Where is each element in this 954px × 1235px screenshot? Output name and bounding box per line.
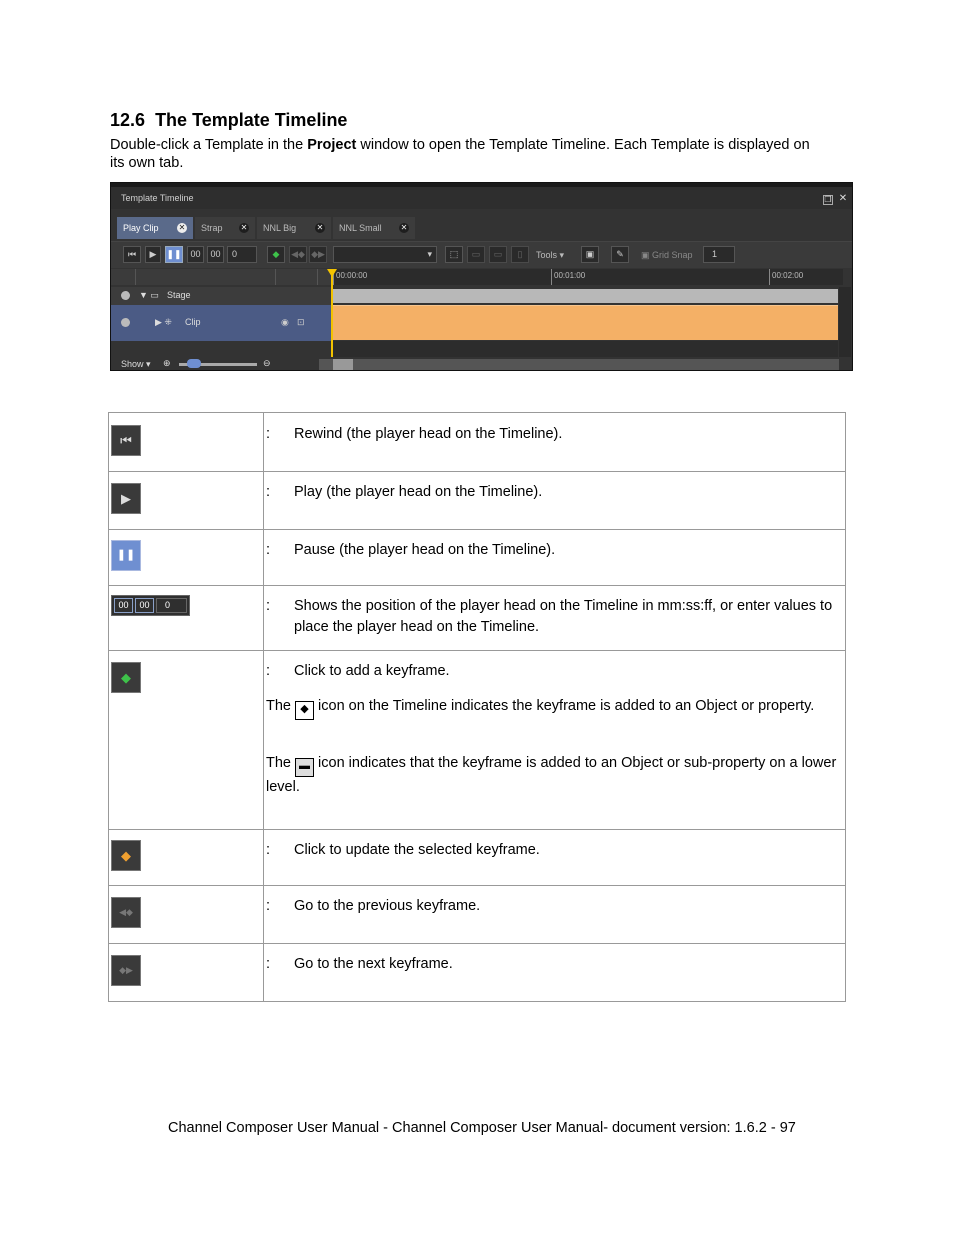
copy-icon[interactable]: ▭ — [467, 246, 485, 263]
icon-cell — [109, 830, 264, 886]
intro-text-after: window to open the Template Timeline. Each Template is displayed on its own tab. — [110, 137, 810, 171]
zoom-slider-thumb[interactable] — [187, 359, 201, 368]
description-cell — [264, 413, 846, 472]
ruler-tick: 00:01:00 — [551, 269, 585, 285]
icon-cell — [109, 530, 264, 586]
tab-strap[interactable] — [195, 217, 255, 239]
restore-icon[interactable]: ❐ — [824, 195, 832, 204]
horizontal-scrollbar-thumb[interactable] — [333, 359, 353, 370]
playhead-handle[interactable] — [327, 269, 337, 277]
description-text: Pause (the player head on the Timeline). — [294, 542, 556, 558]
add-keyframe-icon — [111, 662, 141, 693]
tools-label: Tools — [536, 250, 558, 260]
pause-glyph: ❚❚ — [116, 549, 136, 561]
section-heading — [110, 110, 347, 131]
colon: : — [266, 542, 271, 558]
description-cell — [264, 944, 846, 1002]
table-row — [109, 886, 846, 944]
icon-cell — [109, 472, 264, 530]
zoom-in-icon[interactable]: ⊕ — [163, 358, 171, 368]
delete-icon[interactable]: ▯ — [511, 246, 529, 263]
icon-cell — [109, 944, 264, 1002]
clip-track[interactable] — [333, 305, 838, 340]
icon-cell — [109, 586, 264, 651]
rewind-icon — [111, 425, 141, 456]
timecode-frames-sample: 0 — [156, 598, 187, 613]
section-title: The Template Timeline — [155, 110, 348, 130]
description-text: Go to the previous keyframe. — [294, 898, 481, 914]
description-text: Shows the position of the player head on the Timeline in mm:ss:ff, or enter values to place the player head on the Timeline. — [294, 598, 833, 635]
eye-icon[interactable]: ◉ — [281, 317, 289, 327]
timeline-toolbar — [111, 241, 852, 268]
tab-close-icon[interactable]: ✕ — [316, 223, 324, 232]
colon: : — [266, 956, 271, 972]
colon: : — [266, 842, 271, 858]
tab-close-icon[interactable]: ✕ — [400, 223, 408, 232]
playhead-line[interactable] — [331, 269, 333, 359]
description-cell — [264, 886, 846, 944]
description-text: Go to the next keyframe. — [294, 956, 453, 972]
description-cell — [264, 830, 846, 886]
column-separator — [317, 269, 318, 285]
description-text: Click to update the selected keyframe. — [294, 842, 540, 858]
table-row — [109, 530, 846, 586]
tab-label: Strap — [201, 223, 223, 233]
horizontal-scrollbar[interactable] — [319, 359, 839, 370]
colon: : — [266, 484, 271, 500]
tab-label: NNL Big — [263, 223, 297, 233]
save-icon[interactable]: ▣ — [581, 246, 599, 263]
table-row — [109, 472, 846, 530]
icon-cell — [109, 651, 264, 830]
page-footer: Channel Composer User Manual - Channel Composer User Manual- document version: 1.6.2 - 97 — [168, 1120, 796, 1136]
template-timeline-screenshot — [110, 182, 853, 371]
tab-label: NNL Small — [339, 223, 382, 233]
section-number: 12.6 — [110, 110, 146, 130]
intro-text-before: Double-click a Template in the — [110, 137, 308, 153]
colon: : — [266, 598, 271, 614]
stage-track[interactable] — [333, 289, 838, 303]
sub-keyframe-icon: ▬ — [295, 758, 314, 777]
colon: : — [266, 426, 271, 442]
description-cell — [264, 472, 846, 530]
description-text: Rewind (the player head on the Timeline). — [294, 426, 563, 442]
note-text: The — [266, 698, 296, 714]
visibility-dot[interactable] — [121, 291, 130, 300]
tab-close-icon[interactable]: ✕ — [240, 223, 248, 232]
update-keyframe-icon — [111, 840, 141, 871]
clip-row[interactable] — [111, 305, 333, 341]
show-label: Show — [121, 359, 144, 369]
empty-track — [333, 341, 838, 357]
rewind-glyph: ⏮ — [120, 433, 132, 448]
show-menu[interactable]: Show ▾ — [121, 359, 151, 369]
table-row — [109, 413, 846, 472]
keyframe-note-2 — [266, 753, 837, 798]
wrench-icon[interactable]: ✎ — [611, 246, 629, 263]
zoom-out-icon[interactable]: ⊖ — [263, 358, 271, 368]
note-text: icon on the Timeline indicates the keyframe is added to an Object or property. — [314, 698, 815, 714]
stage-label: Stage — [167, 290, 191, 300]
update-keyframe-glyph: ◆ — [121, 848, 131, 863]
window-titlebar — [111, 187, 852, 209]
tools-menu[interactable]: Tools ▾ — [536, 250, 565, 260]
paste-icon[interactable]: ▭ — [489, 246, 507, 263]
visibility-dot[interactable] — [121, 318, 130, 327]
play-glyph: ▶ — [121, 491, 131, 506]
table-row — [109, 651, 846, 830]
timecode-frames[interactable]: 0 — [227, 246, 257, 263]
property-dropdown[interactable]: ▾ — [333, 246, 437, 263]
pause-icon — [111, 540, 141, 571]
icon-description-table — [108, 412, 846, 1002]
ruler-tick: 00:02:00 — [769, 269, 803, 285]
timecode-field — [111, 595, 190, 616]
time-ruler[interactable] — [333, 269, 843, 285]
tab-nnl-big[interactable] — [257, 217, 331, 239]
select-tool-icon[interactable]: ⬚ — [445, 246, 463, 263]
grid-snap-toggle[interactable]: ▣ Grid Snap — [641, 250, 693, 260]
table-row — [109, 830, 846, 886]
intro-bold-project: Project — [307, 137, 357, 153]
lock-icon[interactable]: ⊡ — [297, 317, 305, 327]
table-row — [109, 586, 846, 651]
description-text: Play (the player head on the Timeline). — [294, 484, 543, 500]
column-separator — [135, 269, 136, 285]
timecode-minutes[interactable]: 00 — [187, 246, 204, 263]
note-text: The — [266, 755, 296, 771]
note-text: icon indicates that the keyframe is added to an Object or sub-property on a lower level. — [266, 755, 837, 795]
tab-close-icon[interactable]: ✕ — [178, 223, 186, 232]
icon-cell — [109, 413, 264, 472]
rewind-button[interactable]: ⏮ — [123, 246, 141, 263]
icon-cell — [109, 886, 264, 944]
clip-expand-icon[interactable]: ▶ ⁜ — [155, 317, 172, 327]
timecode-seconds[interactable]: 00 — [207, 246, 224, 263]
play-icon — [111, 483, 141, 514]
grid-snap-label: Grid Snap — [652, 250, 693, 260]
tab-nnl-small[interactable] — [333, 217, 415, 239]
stage-row[interactable] — [111, 287, 333, 305]
timecode-seconds-sample: 00 — [135, 598, 154, 613]
previous-keyframe-glyph: ◀◆ — [119, 907, 133, 917]
grid-snap-value[interactable]: 1 — [703, 246, 735, 263]
next-keyframe-icon — [111, 955, 141, 986]
track-header-columns — [111, 269, 333, 285]
ruler-tick: 00:00:00 — [333, 269, 367, 285]
tab-play-clip[interactable] — [117, 217, 193, 239]
previous-keyframe-button[interactable]: ◀◆ — [289, 246, 307, 263]
window-title: Template Timeline — [121, 193, 194, 203]
description-cell — [264, 651, 846, 830]
description-cell — [264, 530, 846, 586]
tab-label: Play Clip — [123, 223, 159, 233]
stage-expand-icon[interactable]: ▼ ▭ — [139, 290, 159, 300]
timecode-minutes-sample: 00 — [114, 598, 133, 613]
keyframe-note-1 — [266, 696, 837, 720]
previous-keyframe-icon — [111, 897, 141, 928]
vertical-scrollbar[interactable] — [839, 287, 851, 357]
colon: : — [266, 898, 271, 914]
table-row — [109, 944, 846, 1002]
intro-paragraph — [110, 136, 810, 172]
close-icon[interactable]: ✕ — [838, 193, 848, 204]
description-text: Click to add a keyframe. — [294, 663, 450, 679]
next-keyframe-glyph: ◆▶ — [119, 965, 133, 975]
add-keyframe-glyph: ◆ — [121, 670, 131, 685]
next-keyframe-button[interactable]: ◆▶ — [309, 246, 327, 263]
column-separator — [275, 269, 276, 285]
clip-label: Clip — [185, 317, 201, 327]
play-button[interactable]: ▶ — [145, 246, 161, 263]
colon: : — [266, 663, 271, 679]
description-cell — [264, 586, 846, 651]
add-keyframe-button[interactable]: ◆ — [267, 246, 285, 263]
keyframe-diamond-icon: ◆ — [295, 701, 314, 720]
pause-button[interactable]: ❚❚ — [165, 246, 183, 263]
